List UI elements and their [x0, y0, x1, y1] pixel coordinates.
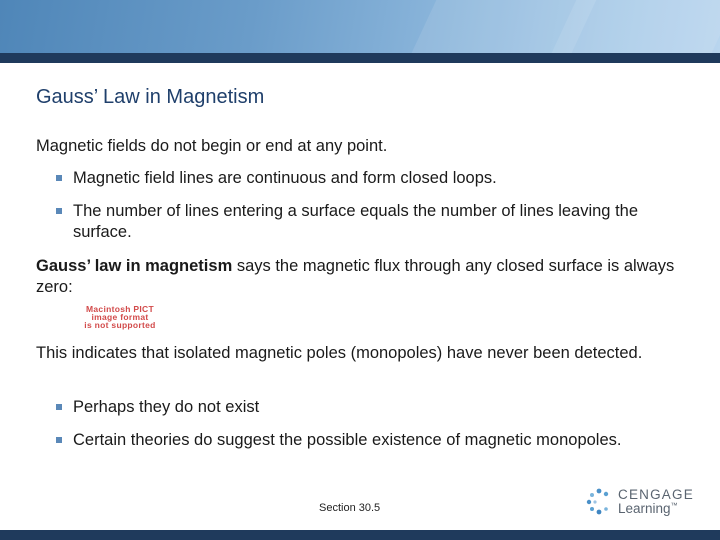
gauss-law-rest: says the magnetic flux through any closed surface is always zero:: [36, 257, 675, 296]
trademark-symbol: ™: [670, 502, 678, 510]
bullet-text: Magnetic field lines are continuous and form closed loops.: [73, 169, 497, 187]
bullet-square-icon: [56, 404, 62, 410]
header-banner: [0, 0, 720, 53]
logo-wordmark-bottom: [618, 501, 678, 516]
pict-line: is not supported: [84, 320, 156, 330]
bullet-square-icon: [56, 175, 62, 181]
body-line-1: Magnetic fields do not begin or end at any point.: [36, 137, 388, 155]
cengage-logo: [584, 486, 694, 518]
gauss-law-statement: [36, 256, 686, 298]
bullet-item: [56, 397, 676, 418]
body-line-3: This indicates that isolated magnetic poles (monopoles) have never been detected.: [36, 344, 643, 362]
bullet-item: [56, 168, 676, 189]
bullet-square-icon: [56, 208, 62, 214]
bullet-square-icon: [56, 437, 62, 443]
pict-line: image format: [91, 312, 149, 322]
bullet-item: [56, 201, 676, 243]
unsupported-image-placeholder: [70, 305, 170, 329]
logo-wordmark-learning: Learning: [618, 501, 671, 516]
bullet-item: [56, 430, 676, 451]
bullet-text: Perhaps they do not exist: [73, 398, 260, 416]
footer-bar: [0, 530, 720, 540]
bullet-text: Certain theories do suggest the possible existence of magnetic monopoles.: [73, 431, 622, 449]
header-divider-bar: [0, 53, 720, 63]
slide-title: Gauss’ Law in Magnetism: [36, 86, 265, 108]
logo-wordmark-top: CENGAGE: [618, 487, 694, 502]
pict-line: Macintosh PICT: [86, 304, 154, 314]
bullet-text: The number of lines entering a surface equals the number of lines leaving the surface.: [73, 202, 639, 241]
section-footer: Section 30.5: [319, 502, 381, 514]
cengage-mark-icon: [584, 487, 614, 517]
gauss-law-term: Gauss’ law in magnetism: [36, 257, 233, 275]
